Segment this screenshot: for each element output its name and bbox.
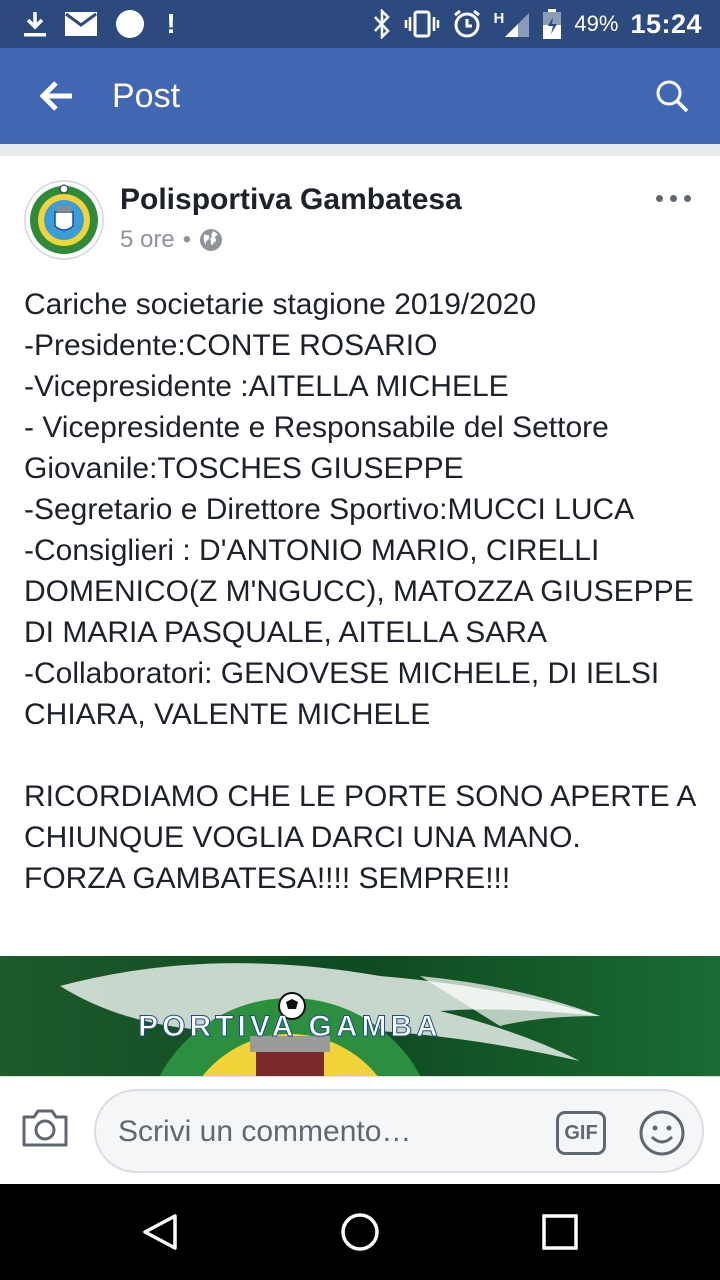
post-card: [0, 156, 720, 1076]
gif-button[interactable]: GIF: [556, 1111, 606, 1155]
bluetooth-icon: [372, 9, 392, 39]
camera-icon: [20, 1107, 70, 1149]
network-type-label: H: [493, 10, 505, 27]
comment-placeholder: Scrivi un commento…: [118, 1115, 412, 1148]
dot-icon: [656, 195, 663, 202]
avatar[interactable]: [24, 180, 104, 260]
signal-icon: [494, 10, 531, 38]
back-button[interactable]: [0, 48, 74, 144]
back-nav-button[interactable]: [136, 1208, 184, 1256]
download-icon: [22, 10, 48, 38]
recents-nav-button[interactable]: [536, 1208, 584, 1256]
alert-icon: !: [166, 8, 176, 39]
mail-icon: [64, 11, 98, 37]
circle-home-icon: [340, 1212, 380, 1252]
camera-button[interactable]: [20, 1107, 76, 1155]
post-meta: [120, 226, 223, 254]
app-bar: [0, 48, 720, 144]
comment-bar: [0, 1076, 720, 1184]
battery-percent: 49%: [574, 11, 619, 36]
home-nav-button[interactable]: [336, 1208, 384, 1256]
image-banner-text: PORTIVA GAMBA: [138, 1010, 442, 1043]
arrow-left-icon: [38, 80, 74, 112]
post-text: Cariche societarie stagione 2019/2020 -Presidente:CONTE ROSARIO -Vicepresidente :AITELLA MICHELE - Vicepresidente e Responsabile del Settore Giovanile:TOSCHES GIUSEPPE -Segretario e Direttore Sportivo:MUCCI LUCA -Consiglieri : D'ANTONIO MARIO, CIRELLI DOMENICO(Z M'NGUCC), MATOZZA GIUSEPPE DI MARIA PASQUALE, AITELLA SARA -Collaboratori: GENOVESE MICHELE, DI IELSI CHIARA, VALENTE MICHELE RICORDIAMO CHE LE PORTE SONO APERTE A CHIUNQUE VOGLIA DARCI UNA MANO. FORZA GAMBATESA!!!! SEMPRE!!!: [24, 288, 695, 895]
emoji-button[interactable]: [638, 1109, 686, 1157]
system-icons: [372, 8, 720, 40]
search-icon: [655, 79, 689, 113]
globe-icon: [199, 228, 223, 252]
navigation-bar: [0, 1184, 720, 1280]
meta-separator: •: [182, 226, 192, 253]
notification-icons: [0, 8, 180, 40]
dot-icon: [670, 195, 677, 202]
battery-icon: [542, 8, 562, 40]
alarm-icon: [452, 9, 482, 39]
post-author[interactable]: Polisportiva Gambatesa: [120, 183, 462, 216]
clock: 15:24: [630, 8, 702, 39]
square-recents-icon: [542, 1214, 578, 1250]
status-bar: [0, 0, 720, 48]
more-options-button[interactable]: [648, 186, 698, 210]
page-title: Post: [112, 76, 181, 115]
triangle-back-icon: [140, 1212, 180, 1252]
comment-input[interactable]: [94, 1089, 704, 1173]
dot-icon: [684, 195, 691, 202]
feed-divider: [0, 144, 720, 156]
search-button[interactable]: [624, 48, 720, 144]
post-image[interactable]: [0, 956, 720, 1076]
club-logo: [26, 182, 102, 258]
vibrate-icon: [404, 10, 440, 38]
circle-icon: [114, 8, 146, 40]
post-time: 5 ore: [120, 226, 175, 253]
smiley-icon: [638, 1109, 686, 1157]
